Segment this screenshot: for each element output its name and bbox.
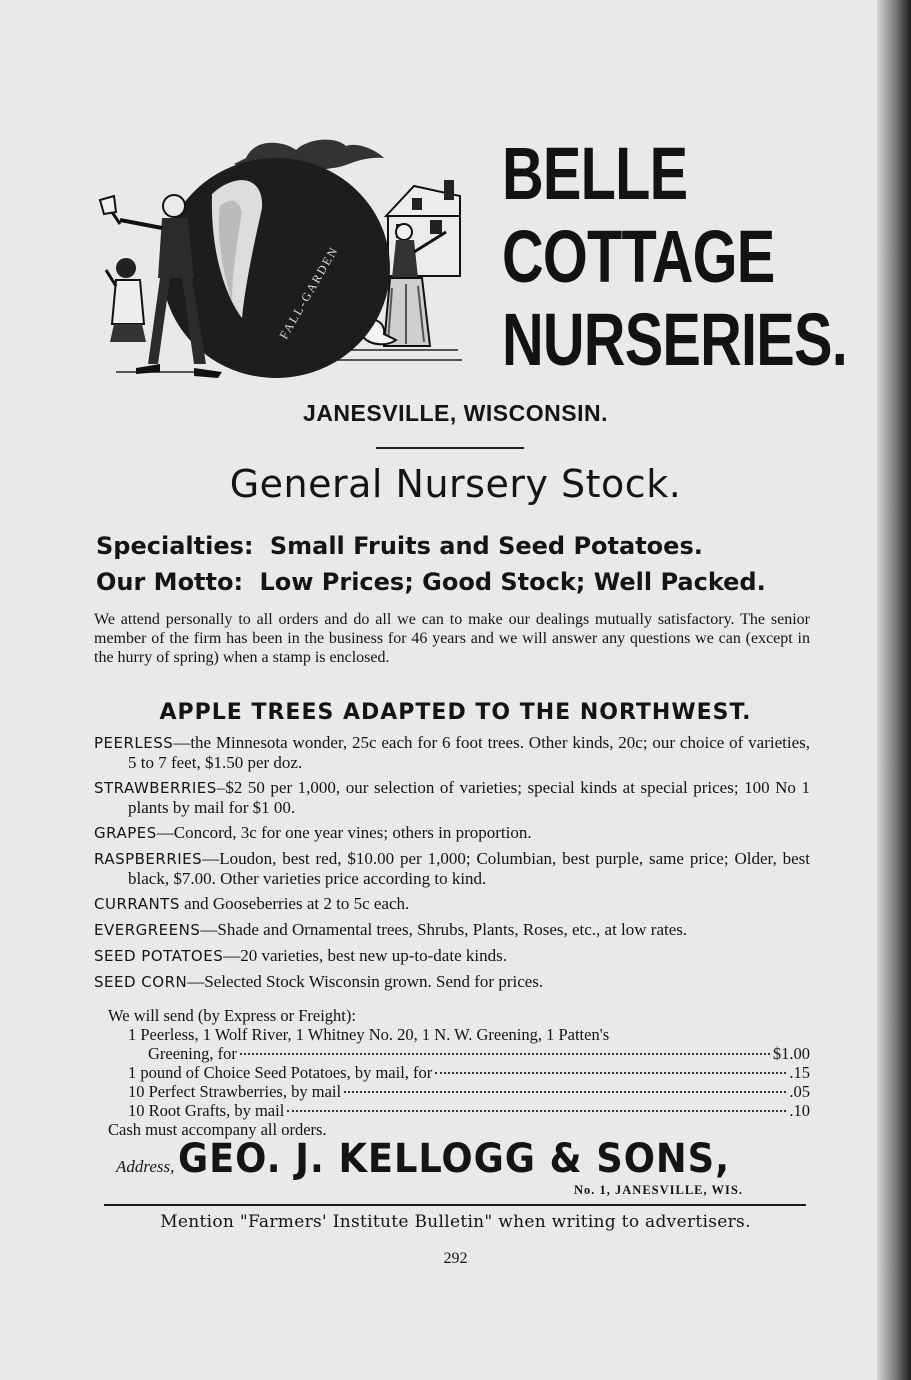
product-name: SEED POTATOES xyxy=(94,947,224,965)
nursery-title xyxy=(502,132,848,381)
offer-text: 1 pound of Choice Seed Potatoes, by mail, for xyxy=(128,1063,433,1082)
product-text: —Selected Stock Wisconsin grown. Send for prices. xyxy=(187,972,544,991)
general-stock-heading: General Nursery Stock. xyxy=(229,462,682,506)
offer-price: .15 xyxy=(789,1063,810,1082)
product-name: PEERLESS xyxy=(94,734,174,752)
product-text: —Shade and Ornamental trees, Shrubs, Plants, Roses, etc., at low rates. xyxy=(200,920,688,939)
product-text: –$2 50 per 1,000, our selection of varieties; special kinds at special prices; 100 No 1 plants by mail for $1 00. xyxy=(128,778,810,817)
product-name: GRAPES xyxy=(94,824,157,842)
title-line-3: NURSERIES. xyxy=(502,298,848,381)
offer-text: Greening, for xyxy=(148,1044,237,1063)
product-name: SEED CORN xyxy=(94,973,188,991)
page-edge-shadow xyxy=(877,0,911,1380)
product-item xyxy=(94,946,810,966)
specialties-text: Small Fruits and Seed Potatoes. xyxy=(269,532,703,560)
title-line-2: COTTAGE xyxy=(502,215,775,298)
offer-price: .05 xyxy=(789,1082,810,1101)
specialties-line xyxy=(96,528,766,564)
title-line-1: BELLE xyxy=(502,132,688,215)
divider-short xyxy=(376,447,524,449)
product-text: and Gooseberries at 2 to 5c each. xyxy=(179,894,410,913)
address-line xyxy=(116,1136,816,1182)
address-label: Address, xyxy=(116,1157,175,1176)
motto-label: Our Motto: xyxy=(96,568,244,596)
divider-long xyxy=(104,1204,806,1206)
product-text: —20 varieties, best new up-to-date kinds. xyxy=(223,946,507,965)
product-item xyxy=(94,778,810,817)
product-item xyxy=(94,972,810,992)
offer-line xyxy=(108,1063,810,1082)
product-list xyxy=(94,733,810,998)
product-name: EVERGREENS xyxy=(94,921,201,939)
address-box: No. 1, JANESVILLE, WIS. xyxy=(574,1183,743,1197)
motto-text: Low Prices; Good Stock; Well Packed. xyxy=(259,568,766,596)
offer-line xyxy=(108,1044,810,1063)
motto-line xyxy=(96,564,766,600)
specialties-block xyxy=(96,528,766,600)
product-item xyxy=(94,733,810,772)
offer-price: .10 xyxy=(789,1101,810,1120)
product-name: RASPBERRIES xyxy=(94,850,203,868)
intro-paragraph: We attend personally to all orders and do all we can to make our dealings mutually satisfactory. The senior member of the firm has been in the business for 46 years and we will answer any questions we can (except in the hurry of spring) when a stamp is enclosed. xyxy=(94,611,810,666)
page-number: 292 xyxy=(443,1250,468,1267)
offer-text: 1 Peerless, 1 Wolf River, 1 Whitney No. 20, 1 N. W. Greening, 1 Patten's xyxy=(128,1025,610,1044)
offer-text: 10 Perfect Strawberries, by mail xyxy=(128,1082,342,1101)
product-text: —Loudon, best red, $10.00 per 1,000; Columbian, best purple, same price; Older, best black, $7.00. Other varieties price according to kind. xyxy=(128,849,810,888)
product-name: CURRANTS xyxy=(94,895,180,913)
product-item xyxy=(94,920,810,940)
offer-line xyxy=(108,1101,810,1120)
cash-note: Cash must accompany all orders. xyxy=(108,1120,327,1139)
firm-name: GEO. J. KELLOGG & SONS, xyxy=(178,1136,731,1182)
product-name: STRAWBERRIES xyxy=(94,779,217,797)
offer-line xyxy=(108,1025,810,1044)
apple-trees-heading: APPLE TREES ADAPTED TO THE NORTHWEST. xyxy=(159,700,752,725)
child-figure-icon xyxy=(106,258,146,342)
svg-text:FALL-GARDEN: FALL-GARDEN xyxy=(276,243,342,342)
offer-intro: We will send (by Express or Freight): xyxy=(108,1006,356,1025)
product-item xyxy=(94,823,810,843)
footer-note: Mention "Farmers' Institute Bulletin" when writing to advertisers. xyxy=(160,1212,751,1232)
product-item xyxy=(94,849,810,888)
location-heading: JANESVILLE, WISCONSIN. xyxy=(303,400,608,426)
offer-line xyxy=(108,1082,810,1101)
tomato-illustration-icon xyxy=(96,128,468,388)
offer-price: $1.00 xyxy=(772,1044,810,1063)
product-text: —Concord, 3c for one year vines; others in proportion. xyxy=(156,823,532,842)
offer-text: 10 Root Grafts, by mail xyxy=(128,1101,285,1120)
product-item xyxy=(94,894,810,914)
specialties-label: Specialties: xyxy=(96,532,254,560)
offer-block xyxy=(108,1006,810,1139)
product-text: —the Minnesota wonder, 25c each for 6 foot trees. Other kinds, 20c; our choice of varieties, 5 to 7 feet, $1.50 per doz. xyxy=(128,733,810,772)
